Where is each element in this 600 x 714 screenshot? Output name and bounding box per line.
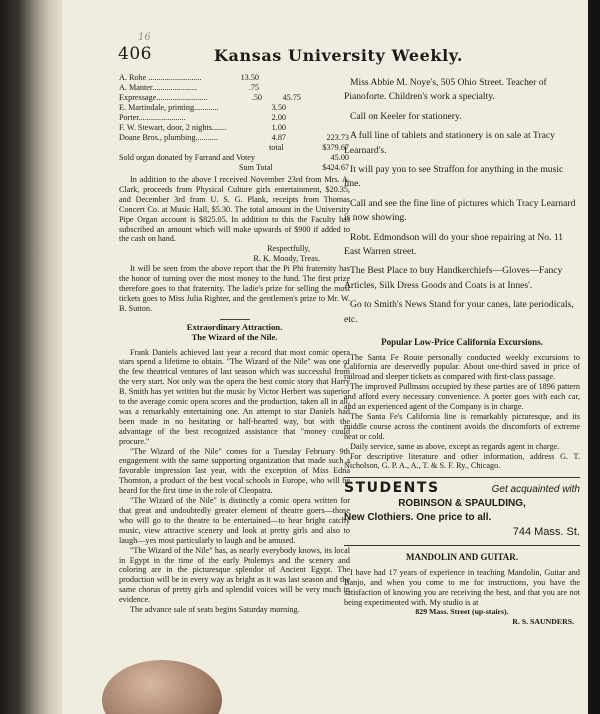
wizard-paragraph-4: "The Wizard of the Nile" has, as nearly everybody knows, its local in Egypt in the time of the early Ptolemys and the scenery and coloring are in the picturesque splendor of Ancient Egypt. The production will be in every way as bright as it was last season and the same chorus of pretty girls and splendid voices will be very much in evidence.: [119, 545, 350, 605]
students-ad-firm: ROBINSON & SPAULDING,: [398, 498, 526, 510]
local-notice: Go to Smith's News Stand for your canes, late periodicals, etc.: [344, 299, 574, 325]
account-total-row: total $379.67: [269, 143, 349, 152]
account-organ-row: Sold organ donated by Farrand and Votey 45.00: [119, 153, 349, 162]
account-row: E. Martindale, printing............ 3.50: [119, 103, 286, 112]
account-row: Expressage......................... .50 45.75: [119, 93, 301, 102]
local-notice: It will pay you to see Straffon for anything in the music line.: [344, 164, 564, 190]
students-ad-address: 744 Mass. St.: [512, 526, 580, 539]
ad-divider: [344, 477, 580, 478]
account-row: Doane Bros., plumbing........... 4.87 223.73: [119, 133, 349, 142]
excursion-paragraph: The Santa Fe Route personally conducted weekly excursions to California are deservedly popular. About one-third saved in price of railroad and sleeper tickets as compared with first-class passage.: [344, 352, 580, 382]
local-notice: Miss Abbie M. Noye's, 505 Ohio Street. Teacher of Pianoforte. Children's work a specialty.: [344, 77, 547, 103]
excursion-paragraph: For descriptive literature and other information, address G. T. Nicholson, G. P. A., A., T. & S. F. Ry., Chicago.: [344, 451, 580, 471]
wizard-paragraph-3: "The Wizard of the Nile" is distinctly a comic opera written for that great and undoubtedly greater element of theatre goers—those who will go to the theatre to be entertained—to hear bright catchy music, view attractive scenery and look at pretty girls and also to laugh—yes most particularly to laugh and be amused.: [119, 496, 350, 545]
students-ad-tagline: Get acquainted with: [491, 484, 580, 496]
left-column: [119, 73, 350, 615]
divider: [220, 319, 250, 320]
account-row: Porter....................... 2.00: [119, 113, 286, 122]
excursion-heading: Popular Low-Price California Excursions.: [381, 337, 543, 348]
treasurer-report-paragraph: In addition to the above I received November 23rd from Mrs. A. Clark, proceeds from Physical Culture girls entertainment, $20.35, and December 3rd from U. S. G. Plank, receipts from Thomas Concert Co. at Music Hall, $5.30. The total amount in the University Pipe Organ account is $825.05. In addition to this the Faculty has subscribed an amount which will make upwards of $900 if added to the cash on hand.: [119, 175, 350, 244]
respectfully: Respectfully,: [267, 244, 310, 254]
book-binding-edge: [0, 0, 62, 714]
local-notice: A full line of tablets and stationery is on sale at Tracy Learnard's.: [344, 130, 555, 156]
prize-paragraph: It will be seen from the above report that the Pi Phi fraternity has the honor of turning over the most money to the fund. The first prize therefore goes to that fraternity. The ladie's prize for selling the most tickets goes to Miss Julia Righter, and the gentlemen's prize to Mr. W. B. Sutton.: [119, 264, 350, 313]
pencil-annotation: 16: [138, 32, 151, 43]
accounts-table: [119, 73, 350, 173]
mandolin-ad-address: 829 Mass. Street (up-stairs).: [415, 607, 509, 617]
mandolin-ad-signer: R. S. SAUNDERS.: [512, 617, 574, 627]
running-head: Kansas University Weekly.: [214, 46, 463, 65]
account-row: A. Manter...................... .75: [119, 83, 259, 92]
excursion-paragraph: The Santa Fe's California line is remarkably picturesque, and its middle course across the continent avoids the discomforts of extreme heat or cold.: [344, 411, 580, 441]
students-ad-title: STUDENTS: [344, 480, 440, 497]
account-row: A. Rohe .......................... 13.50: [119, 73, 259, 82]
article-heading-attraction: Extraordinary Attraction.: [186, 321, 283, 332]
excursion-paragraph: The improved Pullmans occupied by these parties are of 1896 pattern and afford every necessary convenience. A porter goes with each car, and an experienced agent of the Company is in charge.: [344, 382, 580, 412]
mandolin-ad: [344, 550, 580, 627]
wizard-paragraph-5: The advance sale of seats begins Saturday morning.: [130, 605, 300, 615]
local-notice: The Best Place to buy Handkerchiefs—Gloves—Fancy Articles, Silk Dress Goods and Coats is at Innes'.: [344, 265, 563, 291]
ad-divider: [344, 545, 580, 546]
article-heading-wizard: The Wizard of the Nile.: [191, 331, 278, 342]
local-notice: Call on Keeler for stationery.: [350, 110, 462, 122]
local-notice: Call and see the fine line of pictures which Tracy Learnard is now showing.: [344, 197, 576, 224]
excursion-paragraph: Daily service, same as above, except as regards agent in charge.: [350, 441, 560, 451]
mandolin-ad-heading: MANDOLIN AND GUITAR.: [405, 552, 519, 563]
students-ad-line: New Clothiers. One price to all.: [344, 512, 492, 524]
mandolin-ad-body: I have had 17 years of experience in teaching Mandolin, Guitar and Banjo, and when you come to me for instructions, you have the satisfaction of knowing you are receiving the best, and that you are not being experimented with. My studio is at: [344, 567, 580, 607]
wizard-paragraph-1: Frank Daniels achieved last year a record that most comic opera stars spend a lifetime to obtain. "The Wizard of the Nile" was one of the few theatrical ventures of last season which was successful from the very start. Not only was the opera the best comic story that Harry B. Smith has yet written but the music by Victor Herbert was superior to the average comic opera scores and the production, taken all in all, was a remarkably entertaining one. An attempt to star Daniels had been made in no hesitating or half-hearted way, but with the advantage of the best recognized assistance that "money could procure.": [119, 347, 350, 446]
page-shadow-right: [588, 0, 600, 714]
wizard-paragraph-2: "The Wizard of the Nile" comes for a Tuesday February 9th engagement with the same supporting organization that made such a favorable impression last year, with the exception of Miss Edna Thornton, a product of the best vocal schools in Europe, who will be heard for the first time in the role of Cleopatra.: [119, 446, 350, 496]
reader-thumb: [102, 660, 222, 714]
page-number: 406: [118, 44, 152, 64]
account-row: F. W. Stewart, door, 2 nights....... 1.00: [119, 123, 286, 132]
right-column: [344, 76, 580, 627]
account-sum-row: Sum Total $424.67: [239, 163, 349, 172]
treasurer-signature: R. K. Moody, Treas.: [253, 254, 320, 264]
local-notice: Robt. Edmondson will do your shoe repairing at No. 11 East Warren street.: [344, 231, 564, 258]
newspaper-page: [62, 0, 588, 714]
students-ad: [344, 482, 580, 539]
